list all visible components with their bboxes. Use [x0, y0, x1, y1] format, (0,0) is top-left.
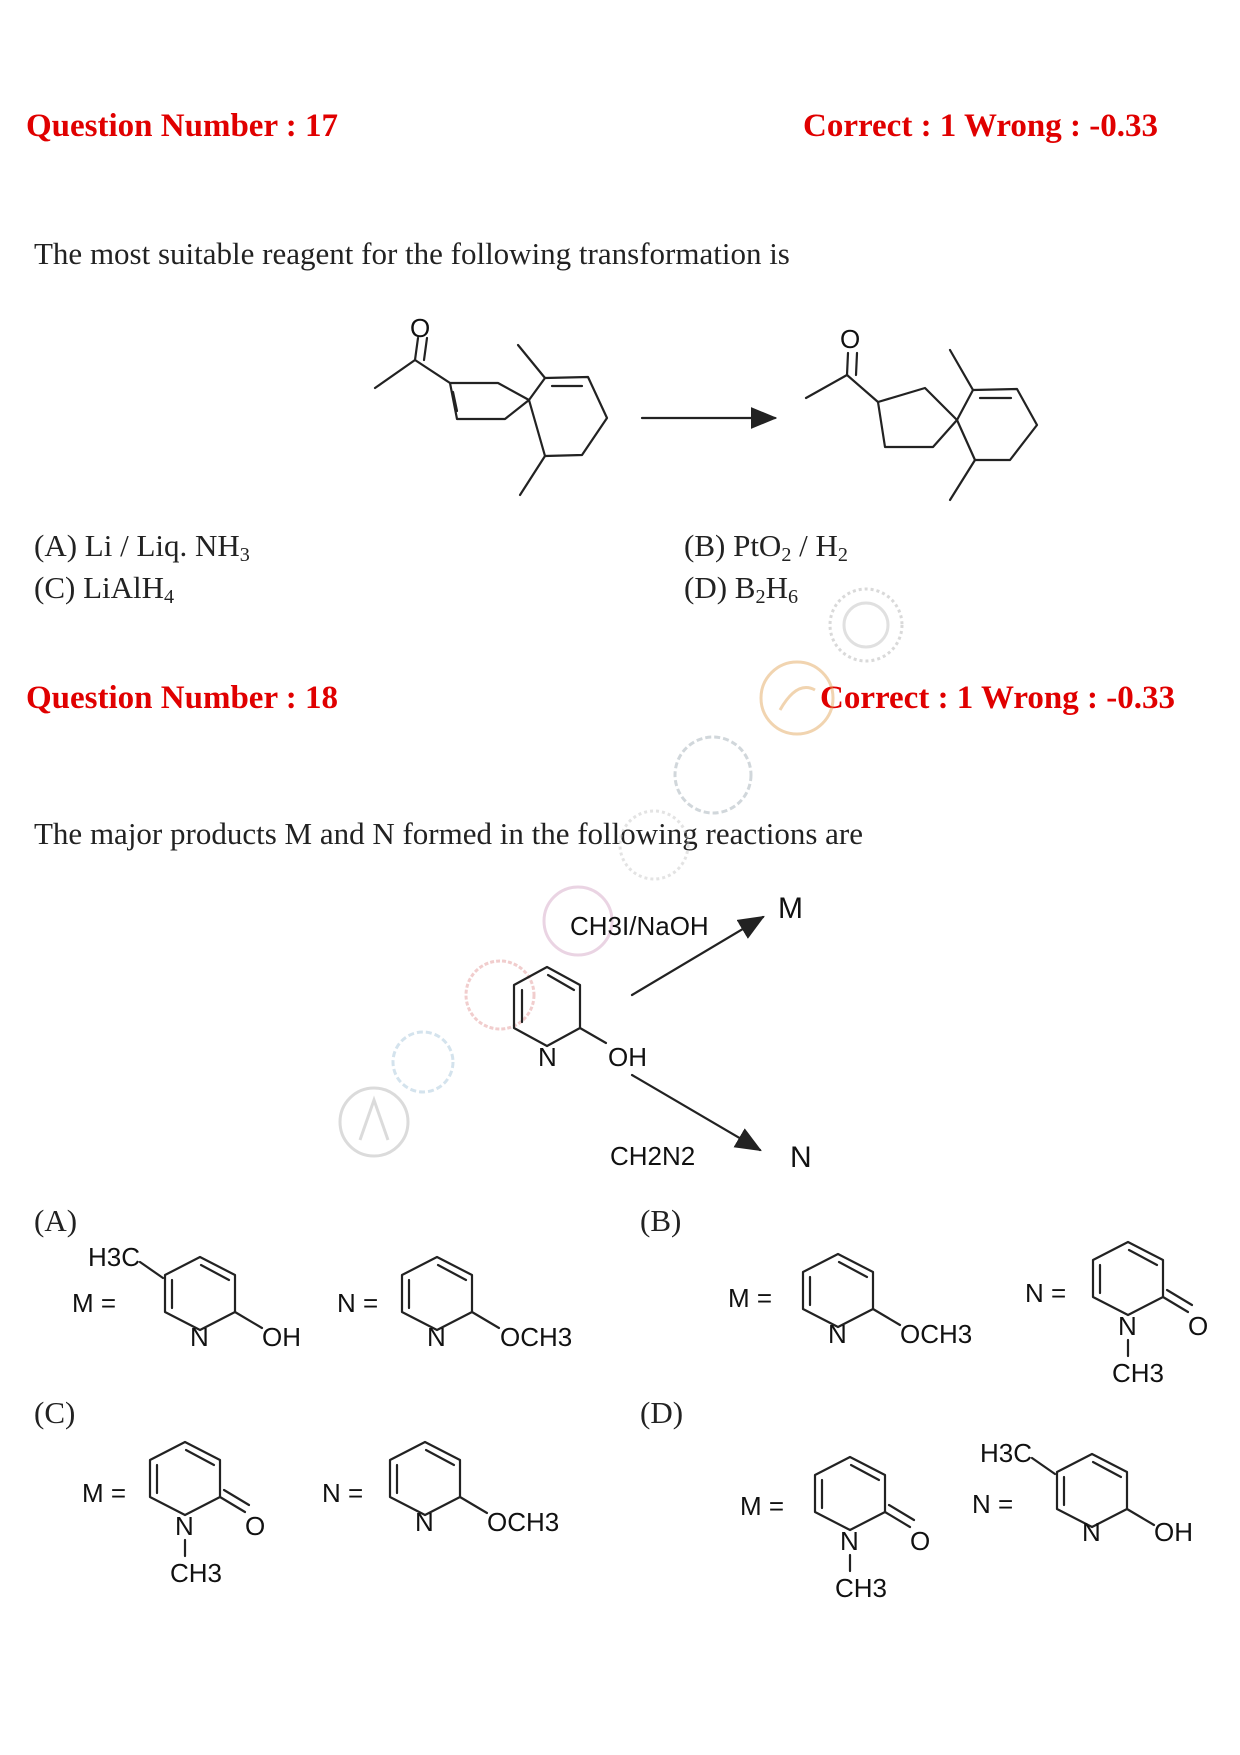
- q18-reagent-ch3i-naoh: CH3I/NaOH: [570, 911, 709, 941]
- q17-product-oxygen: O: [840, 324, 861, 354]
- svg-text:N: N: [427, 1322, 446, 1352]
- svg-text:OH: OH: [1154, 1517, 1193, 1547]
- svg-text:OCH3: OCH3: [900, 1319, 973, 1349]
- svg-text:N: N: [175, 1511, 194, 1541]
- svg-text:N: N: [828, 1319, 847, 1349]
- q17-option-c: (C) LiAlH$_4$: [34, 570, 175, 609]
- svg-text:CH3: CH3: [170, 1558, 223, 1588]
- svg-text:M =: M =: [728, 1283, 773, 1313]
- q18-product-m: M: [778, 892, 803, 925]
- svg-text:N: N: [415, 1507, 434, 1537]
- svg-text:O: O: [910, 1526, 931, 1556]
- svg-text:CH3: CH3: [835, 1573, 888, 1603]
- svg-text:M =: M =: [82, 1478, 127, 1508]
- q18-option-a-structures: [72, 1242, 572, 1352]
- q18-option-b-structures: [728, 1242, 1208, 1388]
- q17-reactant-oxygen: O: [410, 313, 431, 343]
- svg-text:H3C: H3C: [88, 1242, 141, 1272]
- svg-text:OH: OH: [262, 1322, 301, 1352]
- q18-arrow-to-n: [632, 1075, 760, 1150]
- svg-text:N: N: [1118, 1311, 1137, 1341]
- svg-text:N: N: [840, 1526, 859, 1556]
- svg-text:N =: N =: [322, 1478, 364, 1508]
- q18-reagent-ch2n2: CH2N2: [610, 1141, 696, 1171]
- svg-text:M =: M =: [72, 1288, 117, 1318]
- svg-text:N =: N =: [972, 1489, 1014, 1519]
- question-18-number: Question Number : 18: [26, 680, 338, 716]
- svg-text:N =: N =: [1025, 1278, 1067, 1308]
- q18-option-d-label: (D): [640, 1395, 684, 1430]
- q17-product-structure: [806, 324, 1037, 500]
- svg-text:OCH3: OCH3: [500, 1322, 573, 1352]
- svg-text:M =: M =: [740, 1491, 785, 1521]
- q18-option-a-label: (A): [34, 1203, 78, 1238]
- q17-option-d: (D) $B_2H_6$: [684, 570, 799, 609]
- seal-icon: [830, 589, 902, 661]
- svg-text:CH3: CH3: [1112, 1358, 1165, 1388]
- q18-option-c-structures: [82, 1442, 559, 1588]
- question-17-marks: Correct : 1 Wrong : -0.33: [803, 108, 1158, 144]
- svg-text:N: N: [190, 1322, 209, 1352]
- q18-option-b-label: (B): [640, 1203, 682, 1238]
- q18-starting-material: [514, 967, 647, 1072]
- q17-reactant-structure: [375, 313, 607, 495]
- q17-option-b: (B) $PtO_2 / H_2$: [684, 528, 848, 567]
- q18-sm-hydroxyl: OH: [608, 1042, 647, 1072]
- svg-text:O: O: [1188, 1311, 1209, 1341]
- svg-text:N =: N =: [337, 1288, 379, 1318]
- q17-option-a: (A) Li / Liq. $NH_3$: [34, 528, 250, 567]
- emblem-icon: [761, 662, 833, 734]
- svg-text:O: O: [245, 1511, 266, 1541]
- q18-sm-nitrogen: N: [538, 1042, 557, 1072]
- svg-text:OCH3: OCH3: [487, 1507, 560, 1537]
- question-18-text: The major products M and N formed in the following reactions are: [34, 816, 864, 851]
- svg-text:H3C: H3C: [980, 1438, 1033, 1468]
- svg-text:N: N: [1082, 1517, 1101, 1547]
- question-17-number: Question Number : 17: [26, 108, 338, 144]
- q18-option-d-structures: [740, 1438, 1193, 1603]
- q18-option-c-label: (C): [34, 1395, 76, 1430]
- question-18-marks: Correct : 1 Wrong : -0.33: [820, 680, 1175, 716]
- question-17-text: The most suitable reagent for the following transformation is: [34, 236, 790, 271]
- q18-product-n: N: [790, 1141, 812, 1174]
- lamp-emblem-icon: [340, 1088, 408, 1156]
